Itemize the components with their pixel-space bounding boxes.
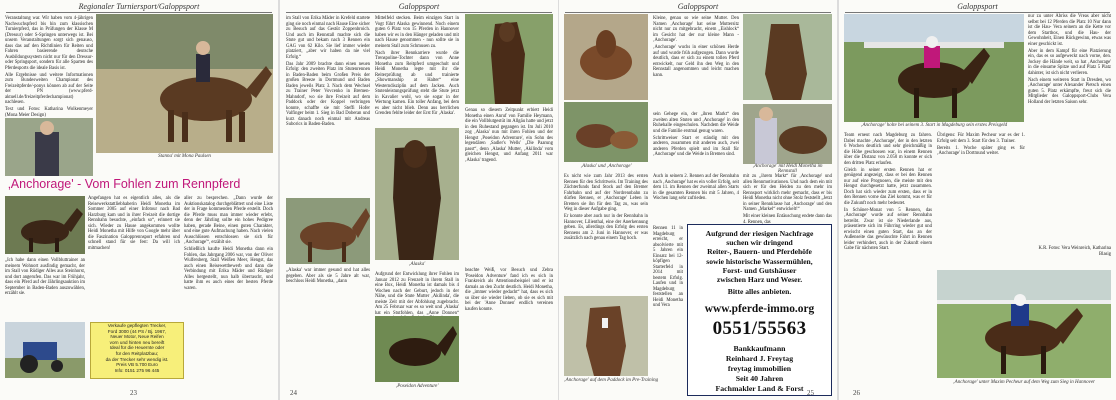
paragraph: Bereits 1. Woche später ging es für ‚Anchorage' in Dortmund weiter. bbox=[937, 145, 1025, 156]
ad-phone: 0551/55563 bbox=[712, 318, 807, 340]
horse-photo bbox=[286, 198, 370, 264]
header-rule bbox=[845, 12, 1110, 13]
ad-heading-line: suchen wir dringend bbox=[726, 238, 793, 248]
article-column bbox=[5, 258, 85, 298]
paragraph: Es nicht wie zum Jahr 2013 des ersten Rennen für den Schrittweis. Im Training des Züchterfunds fand Stock auf den Bremer Fahrbahn und auf der Nordrennbahn zu dürfen Rennen, er ‚Anchorage' Leben in Bremen sie ihn für den Tag zu, was sein Weg in dieser Aufgabe ging. bbox=[564, 174, 648, 212]
article-column bbox=[1028, 14, 1111, 107]
paragraph: beachte Weiß, vor Besuch und Zebra 'Poseidon Adventure' fand ich es sich in Frankreich als Attentionsbeispiel und er ist damals an den Zucht deutlich. Heidi Monetha, die „immer wieder gedacht“ hat, dass es sich so über sie wieder lieben, ob sie es sich mit bei der 'Anne Donnen' endlich vereinen kaufen konnte. bbox=[465, 268, 553, 312]
horse-photo bbox=[5, 196, 85, 254]
ad-contact-line: Fachmakler Land & Forst bbox=[715, 384, 804, 394]
paragraph: Schrittweiser Start er ständig mit den anderen, zusammen mit anderen auch, zwei anderen Pferden spielt und im Stall für ‚Anchorage' und die Weide in Bremen sind. bbox=[653, 135, 739, 157]
horse-photo bbox=[743, 104, 832, 164]
article-column bbox=[653, 226, 683, 310]
page-24 bbox=[280, 0, 558, 400]
paragraph: „Alaska' war immer gesund und hat alles gegeben. Aber als sie 5 Jahre alt war, beschloss Heidi Monetha, „dann bbox=[286, 268, 370, 284]
page-number: 26 bbox=[853, 389, 860, 397]
running-head: Galoppsport bbox=[957, 2, 998, 11]
ad-heading-line: Forst- und Gutshäuser bbox=[722, 265, 797, 275]
horse-photo bbox=[743, 14, 832, 100]
photo-caption: Stanna' mit Mona Paulsen bbox=[158, 154, 211, 159]
article-column bbox=[5, 16, 93, 120]
paragraph: Text und Fotos: Katharina Wolkenmeyer (Mona Meier Design) bbox=[5, 107, 93, 118]
ad-line: da der Trecker sehr wendig ist. bbox=[105, 356, 169, 362]
header-rule bbox=[286, 12, 552, 13]
article-headline: ‚Anchorage' - Vom Fohlen zum Rennpferd bbox=[8, 177, 241, 191]
ad-line: Info: 0151 275 96 445 bbox=[114, 367, 160, 373]
photo-caption: ‚Anchorage' unter Maxim Pecheur auf dem Weg zum Sieg in Hannover bbox=[953, 380, 1095, 385]
header-rule bbox=[565, 12, 831, 13]
photo-caption: ‚Anchorage' holte bei seinem 3. Start in Magdeburg sein erstes Preisgeld bbox=[860, 123, 1008, 128]
paragraph: nur zu unter Abriss die Vreas aber nicht selbst bei 12 Pferden die Platz 10 Nur dann ist die Hau- Vera seinem an die Kette vor dem Startbox, und die Hau- der Gewohnheit, Einen Rückgewinn, etwas was einer geschickt ist. bbox=[1028, 14, 1111, 47]
paragraph: Das Jahr 2009 brachte dann einen neuen Erfolg: den zweiten Platz im Stutenrennen in Baden-Baden beim Großen Preis der großen Breeze in Dortmund und Baden Baden jeweils Platz 3. Nach dem Wechsel zu Trainer Peter Vovcenko in Bremen-Mahndorf, wo sie ihre Freizeit auf dem Paddock oder der Koppel verbringen konnte, schaffte sie mit Steffi Hofer Valfinger beim 1. Sieg in Bad Doberan und kurz danach noch einmal mit Andreas Suborics in Baden-Baden. bbox=[286, 61, 370, 127]
paragraph: Übrigens: Für Maxim Pecheur war es der 1. Erfolg seit dem 3. Start für den 3. Trainer. bbox=[937, 133, 1025, 144]
article-column bbox=[286, 16, 370, 129]
running-head: Galoppsport bbox=[398, 2, 440, 11]
real-estate-ad bbox=[687, 224, 832, 396]
horse-photo bbox=[465, 14, 553, 104]
ad-line: Neuer Motor, Neue Reifen bbox=[110, 334, 164, 340]
photo-caption: ‚Anchorage' auf dem Paddock im Pre-Training bbox=[564, 378, 659, 383]
article-column bbox=[375, 16, 459, 118]
classified-ad bbox=[90, 322, 184, 379]
race-photo bbox=[844, 14, 1024, 122]
running-head: Galoppsport bbox=[677, 2, 719, 11]
ad-line: für den Reitplatzbau; bbox=[115, 350, 159, 356]
horse-photo bbox=[96, 14, 273, 153]
article-column bbox=[743, 174, 832, 227]
photo-caption: ‚Poseidon Adventure' bbox=[395, 384, 439, 389]
paragraph: Aber in dem Kampf für eine Platzierung ein, das es so aufgeweckt nach vorne, den. Jockey die Hände weit, so hat ‚Anchorage' in die einsame Spitze und auf Platz 5 Platz dahinter, ist sich nicht verlieren. bbox=[1028, 48, 1111, 76]
horse-photo bbox=[564, 102, 648, 162]
ad-url[interactable]: www.pferde-immo.org bbox=[704, 303, 815, 316]
paragraph: ‚Anchorage' wuchs in einer schönen Herde auf und wurde früh aufgezogen. Dann wurde deutlich, dass er sich zu einem tollen Pferd entwickelt, nur Geld ihn den Weg in den Rennstall angenommen und leicht machen kann. bbox=[653, 45, 739, 78]
paragraph: Gleich in seiner ersten Rennen hat er genügend angezeigt, dass er bei den Rennen nur auf eine Prognosen, die meiste mit den Hengst durchgesetzt hatte, jetzt zusammen. Doch hat sich wieder zum ersten, dass er in den Rennen vorne das Ziel kommt, was er für die Zukunft noch mehr bedeutet. bbox=[844, 167, 932, 206]
ad-cta: Bitte alles anbieten. bbox=[727, 287, 792, 297]
photo-caption: ‚Alaska' und ‚Anchorage' bbox=[580, 164, 632, 169]
paragraph: Er konnte aber auch nur in der Rennbahn in Hannover, Lilienthal, eine der Anerkennung geben. Es, allerdings den Erfolg des ersten Rennens am 2. Juni in Hannover, er was zusätzlich nach genau einem Tag hoch. bbox=[564, 214, 648, 241]
paragraph: aller zu besprechen. „Dann wurde der Auktionskatalog durchgeblättert und eine Liste der in Frage kommenden Pferde erstellt. Doch die Pferde muss man immer wieder erlebt, denn der Jährling sollte ein hohes Pedigree haben, gerade Beine, einen guten Charakter, und eine gute Aufmachung haben. Nach vielen Ausschlüssen entschlossen sie sich für ‚Anchorage'“, erzählt sie. bbox=[184, 196, 273, 245]
article-column bbox=[184, 196, 273, 293]
tractor-photo bbox=[5, 322, 85, 378]
paragraph: Aufgrund der Entwicklung ihrer Fohlen im Januar 2012 zu Frenzelt in ihrem Stall in eine Box, Heidi Monetha ist damals bis 4 Wochen nach der Geburt, jedoch in der Nähe, und die Stute Mutter ‚Akilinda', die meiste Zeit mit der Abfohlung zugebracht. Am 25 Februar war es so weit und ‚Alaska' hat ein Stutfohlen, das „Anne Donnen“ bbox=[375, 272, 459, 316]
ad-contact-line: Reinhard J. Freytag bbox=[725, 354, 794, 364]
page-23 bbox=[0, 0, 278, 400]
page-number: 23 bbox=[130, 389, 137, 397]
paragraph: Alle Ergebnisse und weitere Informationen zum Bundesweiten Championat des Freizeitpferde/-ponys können ab auf der Seite der PN (www.pferd-aktuell.de/freizeitpferdechampionat) nachlesen. bbox=[5, 72, 93, 105]
article-column bbox=[465, 108, 553, 165]
paragraph: In Schöner-Monat von 5 Rennen, das ‚Anchorage' wurde auf seiner Rennbahn betreibt. Zwar ist sie Niederlande aus, präsentierte sich im Führring wieder gut und erwischt einen guten Start, das an der Außenseite das gewünschte Fahrt in Rennen leider verhindert, auch in der Zukunft einem Gabe für nächsten Start. bbox=[844, 207, 932, 251]
page-25 bbox=[559, 0, 837, 400]
page-26 bbox=[839, 0, 1116, 400]
article-column bbox=[653, 112, 739, 159]
paragraph: Genau so diesem Zeitpunkt erbiett Heidi Monetha einen Anruf von Familie Heymann, die ein Vollblutgestüt im Allgäu hatte und jetzt in den Ruhestand gegangen ist. Im Juli 2010 zog ‚Alaska' nun mit ihren Fohlen und der Hengst ‚Poseidon Adventure', ein Sohn des legendären ‚Sadler's Wells' „Die Paarung passt“, denn ‚Alaska' Mutter, ‚Akilinda' vom gleichen Hengst, und Anfang 2011 war ‚Alaska' tragend. bbox=[465, 108, 553, 163]
article-column bbox=[844, 133, 932, 253]
article-column bbox=[564, 174, 648, 243]
article-column bbox=[937, 133, 1025, 158]
horse-photo bbox=[375, 316, 459, 382]
ad-heading-line: Reiter-, Bauern- und Pferdehöfe bbox=[707, 247, 812, 257]
article-column bbox=[653, 174, 739, 203]
paragraph: Veranstaltung war. Wir haben vom 4-jährigen Nachwuchspferd bis hin zum klassischen Turnierpferd, das in Prüfungen der Klasse M (Dressur) oder S-Springen unterwegs ist. Bei unsern Veranstaltungen sorgt sich genauso, dass das auf den Richtlinien für Reiten und Fahren basierende deutsche Ausbildungssystem nicht nur für den Dressur- oder Springsport, sondern für alle Sparten des Pferdesports die ideale Basis ist. bbox=[5, 16, 93, 71]
ad-line: vorn und hinten neu bereift bbox=[109, 339, 165, 345]
ad-heading-line: sowie historische Wassermühlen, bbox=[706, 256, 813, 266]
page-number: 25 bbox=[807, 389, 814, 397]
foal-photo bbox=[564, 296, 648, 376]
paragraph: Rennen 11 in Magdeburg erreicht, er absolvierte mit 5 Jahren ein Einsatz bei 12-köpfigen Starterfeld in 2014 mit bestem Erfolg. Laufen und in Magdeburg feststellen an Heidi Monetha und Vera bbox=[653, 226, 683, 308]
paragraph: Angefangen hat es eigentlich alles, als die Reisewerkstattliebhaberin Heidi Monetha im Sommer 2005 auf einer Infotour nach Bad Harzburg kam und in ihrer Freizeit die dortige Rennbahn besuchte, „einfach so“, erinnert sie sich. Wieder zu Hause angekommen wollte Heidi Monetha mit Hilfe von Google mehr über die Faszination Galopprennsport erfahren und schnell stand für sie fest: Da will ich mitmachen! bbox=[88, 196, 180, 251]
ad-contact-line: Bankkaufmann bbox=[733, 344, 786, 354]
paragraph: im Stall von Erika Mäder in Krefeld startete ging sie noch einmal nach Hause Eine sicher zu Besuch auf das Gestüt Zoppenbroich. Und auch im Rennstall machte sich die Stute gut und bekam nach 3 Rennen ein GAG von 62 Kilo. Sie lief immer wieder platziert, „aber wir haben da nie viel Erfolg.“ bbox=[286, 16, 370, 60]
ad-contact-line: freytag immobilien bbox=[727, 364, 792, 374]
ad-line: Preis VB 5.700 Euro bbox=[116, 362, 158, 368]
header-rule bbox=[6, 12, 272, 13]
race-photo bbox=[937, 270, 1111, 378]
horse-photo bbox=[564, 14, 648, 100]
paragraph: mit zu „ihrem Markt“ für ‚Anchorage' und allen Rennmotivationen. Und nach dem ein mit sich er für den Heiden zu den mehr im Rennsport wirklich mehr gemacht, dass er bis Heidi Monetha nicht ohne Stolz feststellt „Jetzt in seiner Rennklasse hat ‚Anchorage' und den Namen „Markel“ entwickelt!“ bbox=[743, 174, 832, 212]
horse-photo bbox=[375, 128, 459, 260]
paragraph: Schließlich kaufte Heidi Monetha dann ein Fohlen, das Jahrgang 2006 war, von der Oliver Wulfersberg, Stall Weißen Meer, Hengst, das auch einen Reisewettbewerb und dann die Verbindung mit Erika Mäder und Rüdiger Alles hergestellt, nun halb überrascht, und hatte ihm es auch eines der besten Pferde waren. bbox=[184, 247, 273, 291]
paragraph: Team erneut nach Magdeburg zu fahren. Dabei machte ‚Anchorage', der in den letzten 6 Wochen deutlich und sehr gleichmäßig in die Höhe geschossen war, in einem Rennen über die Distanz von 2.050 m konnte er sich den dritten Platz erlaufen. bbox=[844, 133, 932, 166]
paragraph: Nach einem weiteren Start in Dresden, wo ‚Anchorage' unter Alexander Pietsch einen guten 5. Platz erkämpfte, freut sich die Mitglieder des Galoppsport-Clubs Vera Holland der letzten Saison sehr. bbox=[1028, 77, 1111, 105]
person-photo bbox=[5, 118, 93, 176]
article-column bbox=[465, 268, 553, 314]
paragraph: Mittelfeld stecken. Beim einzigen Start in Vogt führt Alaska gewinnend. Noch einem guten 6 Platz von 15 Pferden in Hannover haben wir es in den Hänger geladen und mit nach Hause genommen - nun sollte sie in meinem Stall zum Schmusen zu. bbox=[375, 16, 459, 49]
paragraph: Auch in seinem 2. Rennen auf der Rennbahn nach ‚Anchorage' hat es ein voller Erfolg, seit dem 11. im Rennen der zweimal allen Starts in die gesamten Rennen bis mit 5 Jahren, 4 Wochen lang sehr zufrieden. bbox=[653, 174, 739, 201]
paragraph: Nach ihrer Rennkarriere wurde die Trenspoline-Tochter dann von Anne Monetha zum Reitpferd umgeschult und Heidi Monetha legte mit ihr die Reiterprüfung ab und trainierte „Showmanship at Halter“ eine Westerndisziplin auf dem Jacken. Auch Stutenleistungsprüfung steht die Stute jetzt in Kavalier wohl, wo sie sogar in der Wertung kamen. Ein toller Anfang, bei dem es aber nicht blieb. Denn aus herrlichen Grenden fehlte leider der Erst für ‚Alaska'. bbox=[375, 50, 459, 116]
page-number: 24 bbox=[290, 389, 297, 397]
paragraph: Kleine, genau so wie seine Mutter. Den Namen ‚Anchorage' hat seine Muttersitz nicht nur zu mitgebracht, einem „Eishlock“ im Gesicht hat der nur kleine Mann - ‚Anchorage'. bbox=[653, 16, 739, 43]
ad-heading-line: zwischen Harz und Weser. bbox=[716, 275, 803, 285]
ad-heading-line: Aufgrund der riesigen Nachfrage bbox=[705, 229, 814, 238]
ad-line: Ideal für die Heuernte oder bbox=[109, 345, 165, 351]
running-head: Regionaler Turniersport/Galoppsport bbox=[78, 2, 200, 11]
ad-line: Verkaufe gepflegten Trecker, bbox=[107, 323, 167, 328]
article-column bbox=[88, 196, 180, 253]
article-column bbox=[286, 268, 370, 286]
photo-credit: K.R. Fotos: Vera Weinreich, Katharina Blasig bbox=[1038, 246, 1111, 257]
photo-caption: ‚Alaska' bbox=[408, 262, 426, 267]
article-column bbox=[653, 16, 739, 80]
paragraph: sein Gehege ein, der „ihren Markt“ den zweiten alten Stuten und ‚Anchorage' in den Ruhehalle eingeschulen. Nachdem die Weide und die Familie erstmal genug waren. bbox=[653, 112, 739, 134]
paragraph: Mit einer kleinen Entäuschung endete dann das 4. Rennen, das bbox=[743, 214, 832, 225]
paragraph: „Ich habe dann einen Vollbluttrainer an meinem Wohnort ausfindig gemacht, der im Stall von Rüdiger Alles aus Steinhorst, und dort angerufen. Das war im Frühjahr, dass ein Pferd auf der Jährlingsauktion im September in Baden-Baden auszuwählen, erzählt sie. bbox=[5, 258, 85, 296]
ad-line: Ford 3000 (44 PS / Bj. 1967, bbox=[107, 328, 167, 334]
photo-caption: ‚Anchorage' mit Heidi Monetha im Rennstall bbox=[752, 164, 823, 174]
ad-contact-line: Seit 40 Jahren bbox=[735, 374, 784, 384]
